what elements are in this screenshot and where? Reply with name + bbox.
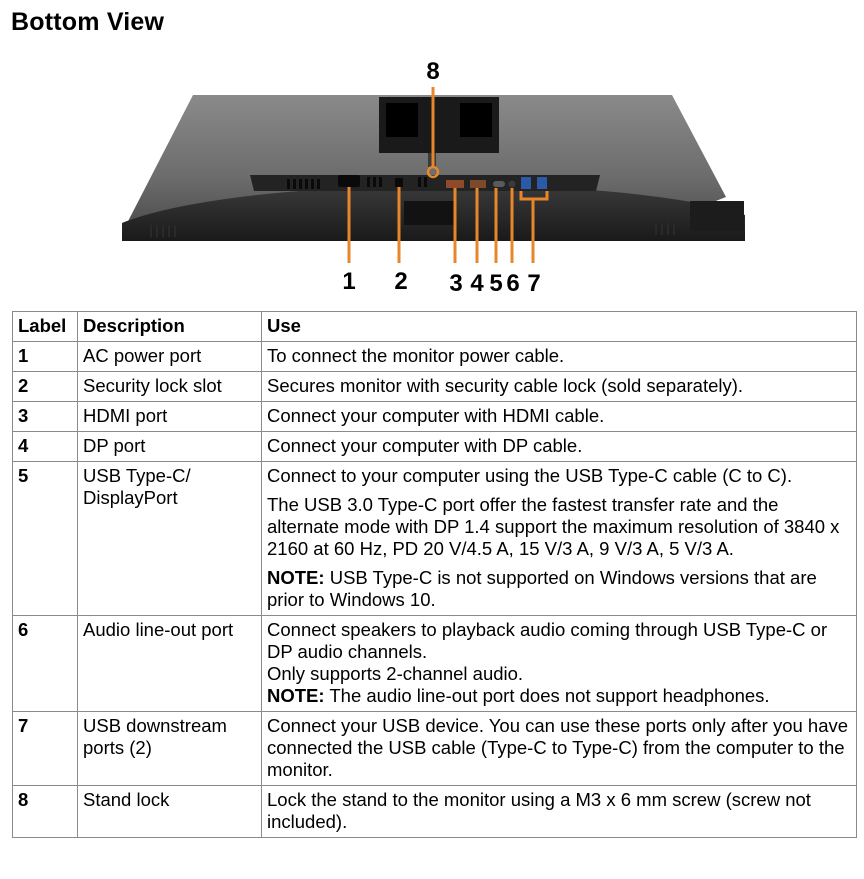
use-line: Only supports 2-channel audio.	[267, 663, 524, 684]
ac-power-port-shape	[338, 175, 360, 187]
callout-4: 4	[470, 270, 484, 297]
row-label: 5	[13, 462, 78, 616]
row-description: AC power port	[78, 342, 262, 372]
monitor-right-bump	[690, 201, 744, 231]
table-row	[13, 712, 857, 786]
row-use	[262, 462, 857, 616]
row-use: Connect your USB device. You can use these ports only after you have connected the USB cable (Type-C to Type-C) from the computer to the monitor.	[262, 712, 857, 786]
header-use: Use	[262, 312, 857, 342]
row-description: DP port	[78, 432, 262, 462]
table-row	[13, 372, 857, 402]
use-line: Connect speakers to playback audio coming through USB Type-C or DP audio channels.	[267, 619, 828, 662]
table-row	[13, 342, 857, 372]
row-description: Stand lock	[78, 786, 262, 838]
note-text: USB Type-C is not supported on Windows versions that are prior to Windows 10.	[267, 567, 817, 610]
row-description: HDMI port	[78, 402, 262, 432]
usb-downstream-port-1	[521, 177, 531, 189]
row-label: 1	[13, 342, 78, 372]
note-label: NOTE:	[267, 685, 325, 706]
callout-3: 3	[449, 270, 463, 297]
row-use: Connect your computer with HDMI cable.	[262, 402, 857, 432]
hdmi-port-shape	[446, 180, 464, 188]
row-label: 8	[13, 786, 78, 838]
row-use	[262, 616, 857, 712]
stand-slot	[404, 201, 454, 225]
monitor-bottom-figure	[0, 55, 864, 300]
security-lock-slot-shape	[395, 178, 403, 187]
use-paragraph: Connect to your computer using the USB Type-C cable (C to C).	[267, 465, 793, 486]
row-label: 7	[13, 712, 78, 786]
row-description: Audio line-out port	[78, 616, 262, 712]
row-use: Connect your computer with DP cable.	[262, 432, 857, 462]
callout-2: 2	[394, 268, 408, 295]
note-line	[267, 685, 851, 707]
usb-downstream-port-2	[537, 177, 547, 189]
table-row	[13, 402, 857, 432]
row-use: To connect the monitor power cable.	[262, 342, 857, 372]
table-row	[13, 432, 857, 462]
table-row	[13, 462, 857, 616]
usb-c-port-shape	[493, 181, 505, 187]
table-header-row	[13, 312, 857, 342]
callout-6: 6	[506, 270, 520, 297]
row-description: USB Type-C/ DisplayPort	[78, 462, 262, 616]
row-label: 3	[13, 402, 78, 432]
callout-1: 1	[342, 268, 356, 295]
row-label: 4	[13, 432, 78, 462]
dp-port-shape	[470, 180, 486, 188]
audio-port-shape	[509, 181, 516, 188]
row-label: 2	[13, 372, 78, 402]
table-row	[13, 786, 857, 838]
row-description: USB downstream ports (2)	[78, 712, 262, 786]
ports-table	[12, 311, 857, 838]
use-paragraph: The USB 3.0 Type-C port offer the fastest transfer rate and the alternate mode with DP 1.4 support the maximum resolution of 3840 x 2160 at 60 Hz, PD 20 V/4.5 A, 15 V/3 A, 9 V/3 A, 5 V/3 A.	[267, 494, 840, 559]
page-title: Bottom View	[11, 8, 165, 36]
callout-7: 7	[527, 270, 541, 297]
table-row	[13, 616, 857, 712]
callout-8: 8	[426, 58, 440, 85]
note-paragraph	[267, 567, 851, 611]
header-label: Label	[13, 312, 78, 342]
row-description: Security lock slot	[78, 372, 262, 402]
row-use: Secures monitor with security cable lock (sold separately).	[262, 372, 857, 402]
note-text: The audio line-out port does not support headphones.	[324, 685, 770, 706]
row-label: 6	[13, 616, 78, 712]
header-description: Description	[78, 312, 262, 342]
monitor-bottom-illustration	[0, 55, 864, 300]
row-use: Lock the stand to the monitor using a M3 x 6 mm screw (screw not included).	[262, 786, 857, 838]
callout-5: 5	[489, 270, 503, 297]
note-label: NOTE:	[267, 567, 325, 588]
